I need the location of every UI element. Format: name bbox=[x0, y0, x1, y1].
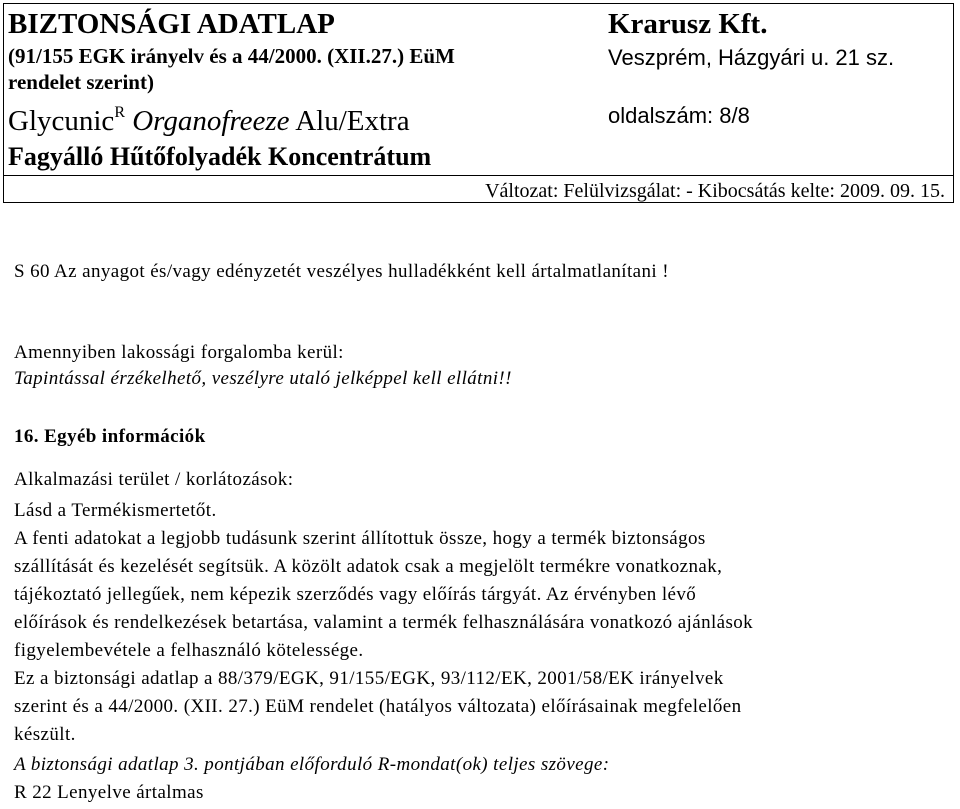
body-line: szerint és a 44/2000. (XII. 27.) EüM rendelet (hatályos változata) előírásainak megfelelően bbox=[14, 696, 742, 717]
r-phrases-heading: A biztonsági adatlap 3. pontjában előforduló R-mondat(ok) teljes szövege: bbox=[14, 754, 610, 775]
version-info: Változat: Felülvizsgálat: - Kibocsátás kelte: 2009. 09. 15. bbox=[485, 180, 945, 202]
header-divider bbox=[4, 175, 953, 176]
body-line: szállítását és kezelését segítsük. A közölt adatok csak a megjelölt termékre vonatkoznak, bbox=[14, 556, 723, 577]
product-name bbox=[8, 104, 410, 137]
product-variant: Alu/Extra bbox=[295, 105, 410, 137]
retail-symbol-note: Tapintással érzékelhető, veszélyre utaló jelképpel kell ellátni!! bbox=[14, 368, 512, 389]
body-line: készült. bbox=[14, 724, 76, 745]
s60-phrase: S 60 Az anyagot és/vagy edényzetét veszélyes hulladékként kell ártalmatlanítani ! bbox=[14, 261, 669, 282]
body-line: Alkalmazási terület / korlátozások: bbox=[14, 469, 294, 490]
body-line: tájékoztató jellegűek, nem képezik szerződés vagy előírás tárgyát. Az érvényben lévő bbox=[14, 584, 697, 605]
directive-line-2: rendelet szerint) bbox=[8, 70, 154, 94]
section-16-heading: 16. Egyéb információk bbox=[14, 426, 206, 447]
body-line: Lásd a Termékismertetőt. bbox=[14, 500, 217, 521]
document-title: BIZTONSÁGI ADATLAP bbox=[8, 8, 335, 40]
company-name: Krarusz Kft. bbox=[608, 8, 768, 40]
directive-line-1: (91/155 EGK irányelv és a 44/2000. (XII.27.) EüM bbox=[8, 44, 455, 68]
product-name-italic: Organofreeze bbox=[132, 105, 290, 137]
body-line: Ez a biztonsági adatlap a 88/379/EGK, 91/155/EGK, 93/112/EK, 2001/58/EK irányelvek bbox=[14, 668, 724, 689]
product-subtitle: Fagyálló Hűtőfolyadék Koncentrátum bbox=[8, 142, 432, 171]
document-header bbox=[3, 3, 954, 203]
company-address: Veszprém, Házgyári u. 21 sz. bbox=[608, 45, 895, 70]
body-line: előírások és rendelkezések betartása, valamint a termék felhasználására vonatkozó ajánlások bbox=[14, 612, 754, 633]
retail-note: Amennyiben lakossági forgalomba kerül: bbox=[14, 342, 344, 363]
body-line: figyelembevétele a felhasználó kötelessége. bbox=[14, 640, 364, 661]
product-brand: Glycunic bbox=[8, 105, 115, 137]
page-number: oldalszám: 8/8 bbox=[608, 103, 750, 128]
registered-mark: R bbox=[114, 104, 125, 122]
body-line: A fenti adatokat a legjobb tudásunk szerint állítottuk össze, hogy a termék biztonságos bbox=[14, 528, 706, 549]
r22-phrase: R 22 Lenyelve ártalmas bbox=[14, 782, 204, 803]
